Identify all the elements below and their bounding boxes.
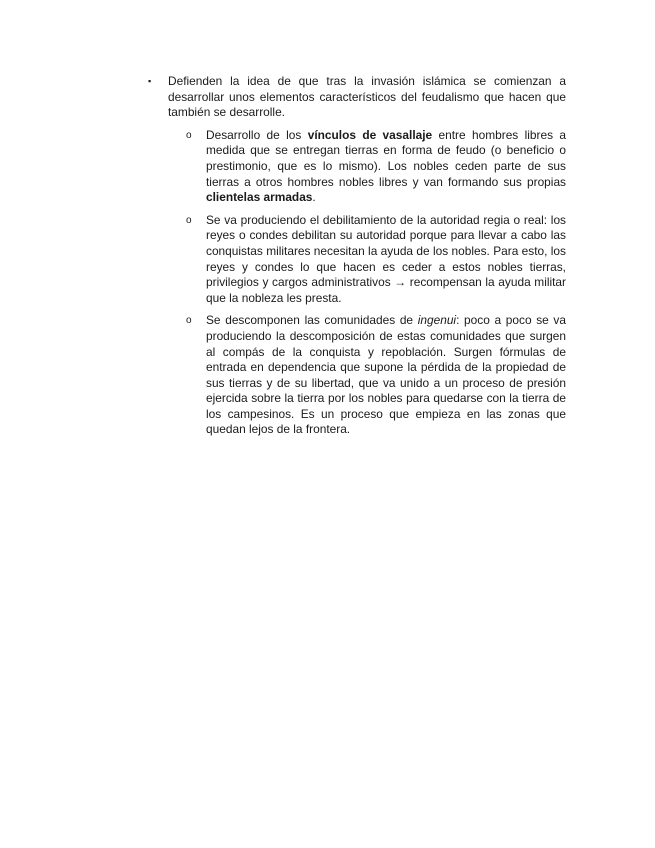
sub-list-item-ingenui (186, 313, 566, 438)
italic-term-ingenui: ingenui (417, 313, 457, 328)
text-segment: : poco a poco se va produciendo la descomposición de estas comunidades que surgen al compás de la conquista y repoblación. Surgen fórmulas de entrada en dependencia que supone la pérdida de la propiedad de sus tierras y de su libertad, que va unido a un proceso de presión ejercida sobre la tierra por los nobles para quedarse con la tierra de los campesinos. Es un proceso que empieza en las zonas que quedan lejos de la frontera. (206, 313, 566, 437)
document-body (148, 74, 566, 438)
paragraph-feudal-elements (168, 74, 566, 121)
circle-bullet-icon: o (186, 315, 192, 327)
paragraph-text: Se va produciendo el debilitamiento de la autoridad regia o real: los reyes o condes debilitan su autoridad porque para llevar a cabo las conquistas militares necesitan la ayuda de los nobles. Para esto, los reyes y condes lo que hacen es ceder a estos nobles tierras, privilegios y cargos administrativos → recompensan la ayuda militar que la nobleza les presta. (206, 212, 566, 305)
square-bullet-icon: ▪ (148, 76, 152, 86)
bold-term-clientelas: clientelas armadas (206, 190, 313, 205)
text-segment: Desarrollo de los (206, 127, 308, 142)
paragraph-vasallaje (206, 128, 566, 206)
circle-bullet-icon: o (186, 129, 192, 141)
list-item (148, 74, 566, 121)
paragraph-autoridad (206, 213, 566, 307)
text-segment: Se descomponen las comunidades de (206, 313, 418, 328)
paragraph-ingenui (206, 313, 566, 438)
paragraph-text: Defienden la idea de que tras la invasión islámica se comienzan a desarrollar unos elementos característicos del feudalismo que hacen que también se desarrolle. (168, 74, 566, 120)
text-segment: entre hombres libres a medida que se entregan tierras en forma de feudo (o beneficio o prestimonio, que es lo mismo). Los nobles ceden parte de sus tierras a otros hombres nobles libres y van formando sus propias (206, 127, 567, 189)
bold-term-vinculos: vínculos de vasallaje (307, 127, 433, 142)
sub-list-item-vasallaje (186, 128, 566, 206)
circle-bullet-icon: o (186, 214, 192, 226)
text-segment: . (312, 190, 316, 205)
sub-list-item-autoridad (186, 213, 566, 307)
